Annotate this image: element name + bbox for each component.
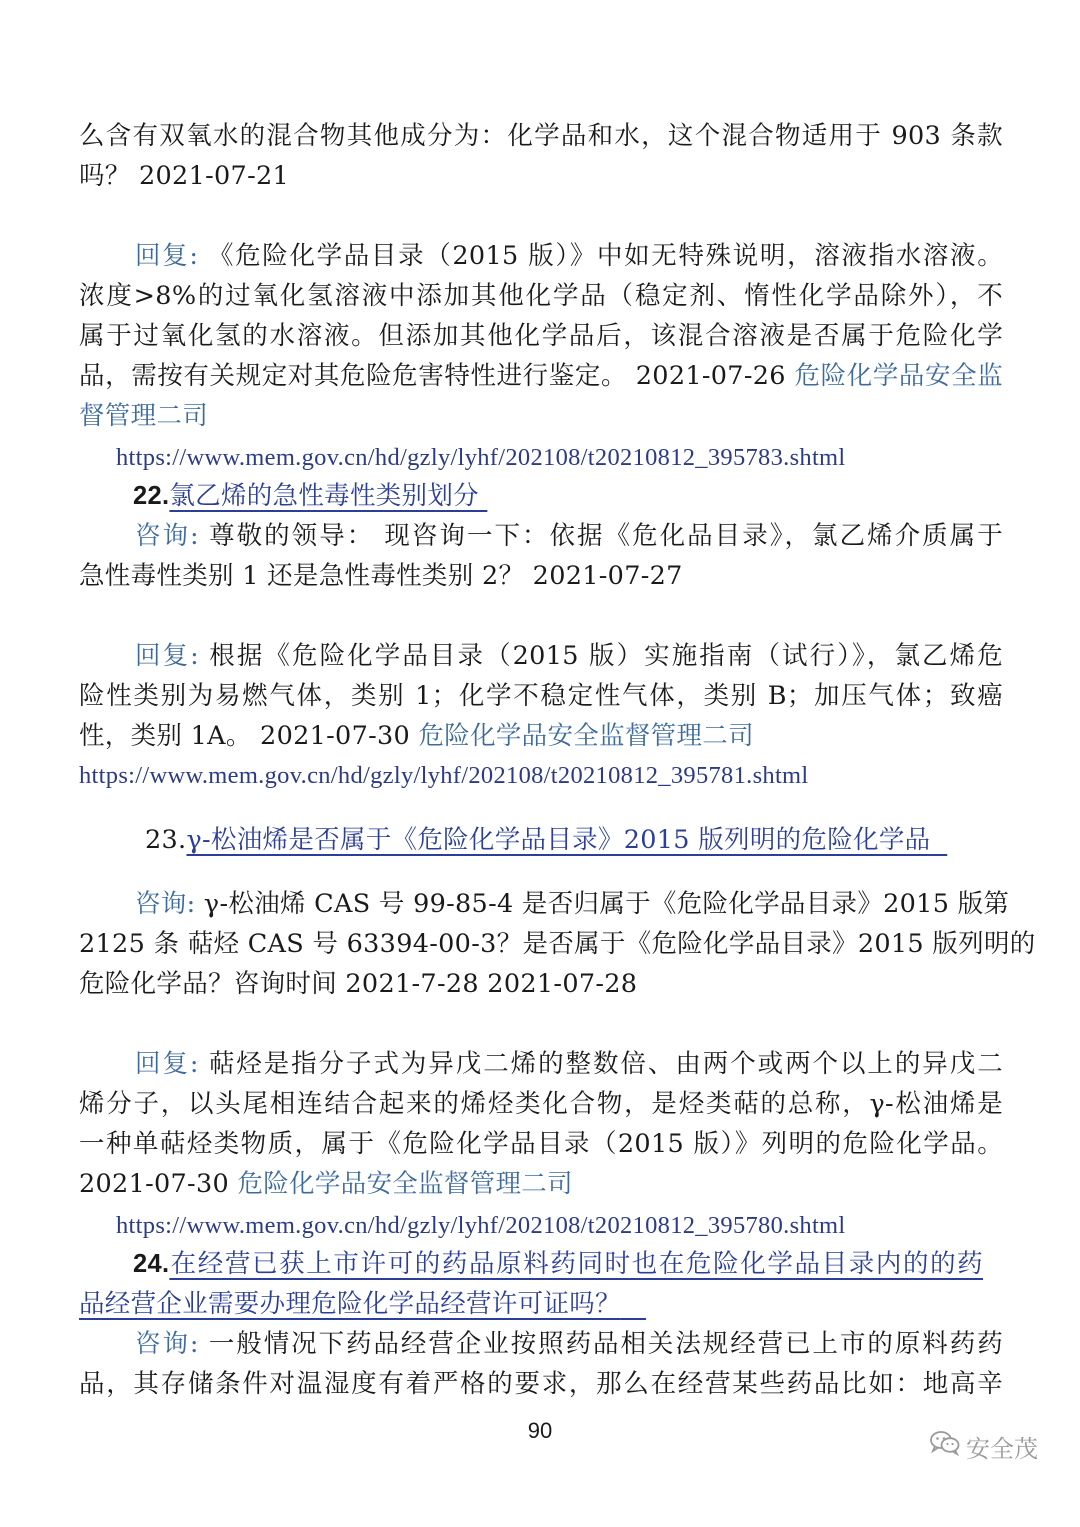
- body-text-line: 吗？ 2021-07-21: [79, 161, 290, 191]
- wechat-icon: [930, 1430, 960, 1462]
- reply-paragraph-line: [135, 238, 1003, 274]
- reply-org-continued: 督管理二司: [79, 401, 209, 431]
- question-title: [145, 822, 1069, 858]
- body-text-line: 一种单萜烃类物质，属于《危险化学品目录（2015 版）》列明的危险化学品。: [79, 1129, 1003, 1159]
- watermark: [930, 1428, 1038, 1464]
- body-text-line: 品，其存储条件对温湿度有着严格的要求，那么在经营某些药品比如：地高辛: [79, 1369, 1003, 1399]
- question-number: 23.: [145, 825, 187, 855]
- consult-label: 咨询:: [135, 521, 199, 551]
- consult-text: 一般情况下药品经营企业按照药品相关法规经营已上市的原料药药: [198, 1329, 1003, 1359]
- reply-org: 危险化学品安全监督管理二司: [237, 1169, 573, 1199]
- reply-label: 回复:: [135, 1049, 199, 1079]
- reply-label: 回复:: [135, 641, 200, 671]
- page-number: 90: [527, 1418, 553, 1443]
- question-title-link[interactable]: 品经营企业需要办理危险化学品经营许可证吗？: [79, 1289, 621, 1319]
- consult-paragraph-line: [135, 518, 1003, 554]
- reply-org: 危险化学品安全监: [794, 361, 1003, 391]
- body-text-line: 2125 条 萜烃 CAS 号 63394-00-3？是否属于《危险化学品目录》2015 版列明的: [79, 929, 1036, 959]
- consult-text: γ-松油烯 CAS 号 99-85-4 是否归属于《危险化学品目录》2015 版第: [195, 889, 1010, 919]
- reply-paragraph-line: [79, 718, 1003, 754]
- question-title-link[interactable]: 氯乙烯的急性毒性类别划分: [169, 481, 479, 511]
- question-title-link[interactable]: γ-松油烯是否属于《危险化学品目录》2015 版列明的危险化学品: [186, 825, 931, 855]
- reply-paragraph-line: [135, 638, 1003, 674]
- reply-text: 品，需按有关规定对其危险危害特性进行鉴定。 2021-07-26: [79, 361, 795, 391]
- body-text-line: 危险化学品？咨询时间 2021-7-28 2021-07-28: [79, 969, 638, 999]
- reply-text: 萜烃是指分子式为异戊二烯的整数倍、由两个或两个以上的异戊二: [198, 1049, 1003, 1079]
- reply-paragraph-line: [79, 358, 1003, 394]
- watermark-text: 安全茂: [966, 1434, 1038, 1463]
- body-text-line: 浓度>8%的过氧化氢溶液中添加其他化学品（稳定剂、惰性化学品除外），不: [79, 281, 1003, 311]
- reply-text: 根据《危险化学品目录（2015 版）实施指南（试行）》，氯乙烯危: [199, 641, 1003, 671]
- body-text-line: 烯分子，以头尾相连结合起来的烯烃类化合物，是烃类萜的总称，γ-松油烯是: [79, 1089, 1003, 1119]
- reply-text: 性，类别 1A。 2021-07-30: [79, 721, 419, 751]
- consult-label: 咨询:: [135, 1329, 199, 1359]
- question-number: 22.: [133, 482, 170, 510]
- question-title-continued: [79, 1286, 1003, 1322]
- reply-paragraph-line: [135, 1046, 1003, 1082]
- source-url[interactable]: https://www.mem.gov.cn/hd/gzly/lyhf/202108/t20210812_395781.shtml: [79, 762, 809, 789]
- consult-paragraph-line: [135, 886, 1010, 922]
- consult-text: 尊敬的领导： 现咨询一下：依据《危化品目录》，氯乙烯介质属于: [198, 521, 1003, 551]
- reply-text: 2021-07-30: [79, 1169, 238, 1199]
- body-text-line: 急性毒性类别 1 还是急性毒性类别 2？ 2021-07-27: [79, 561, 683, 591]
- source-url[interactable]: https://www.mem.gov.cn/hd/gzly/lyhf/202108/t20210812_395780.shtml: [116, 1212, 846, 1239]
- source-url[interactable]: https://www.mem.gov.cn/hd/gzly/lyhf/202108/t20210812_395783.shtml: [116, 444, 846, 471]
- consult-label: 咨询:: [135, 889, 196, 919]
- question-number: 24.: [133, 1250, 170, 1278]
- consult-paragraph-line: [135, 1326, 1003, 1362]
- question-title: [133, 478, 1057, 514]
- reply-org: 危险化学品安全监督管理二司: [418, 721, 754, 751]
- reply-text: 《危险化学品目录（2015 版）》中如无特殊说明，溶液指水溶液。: [198, 241, 1003, 271]
- body-text-line: 属于过氧化氢的水溶液。但添加其他化学品后，该混合溶液是否属于危险化学: [79, 321, 1003, 351]
- body-text-line: 么含有双氧水的混合物其他成分为：化学品和水，这个混合物适用于 903 条款: [79, 121, 1003, 151]
- body-text-line: 险性类别为易燃气体，类别 1；化学不稳定性气体，类别 B；加压气体；致癌: [79, 681, 1003, 711]
- question-title-link[interactable]: 在经营已获上市许可的药品原料药同时也在危险化学品目录内的的药: [169, 1249, 983, 1279]
- reply-paragraph-line: [79, 1166, 1003, 1202]
- question-title: [133, 1246, 983, 1282]
- reply-label: 回复:: [135, 241, 199, 271]
